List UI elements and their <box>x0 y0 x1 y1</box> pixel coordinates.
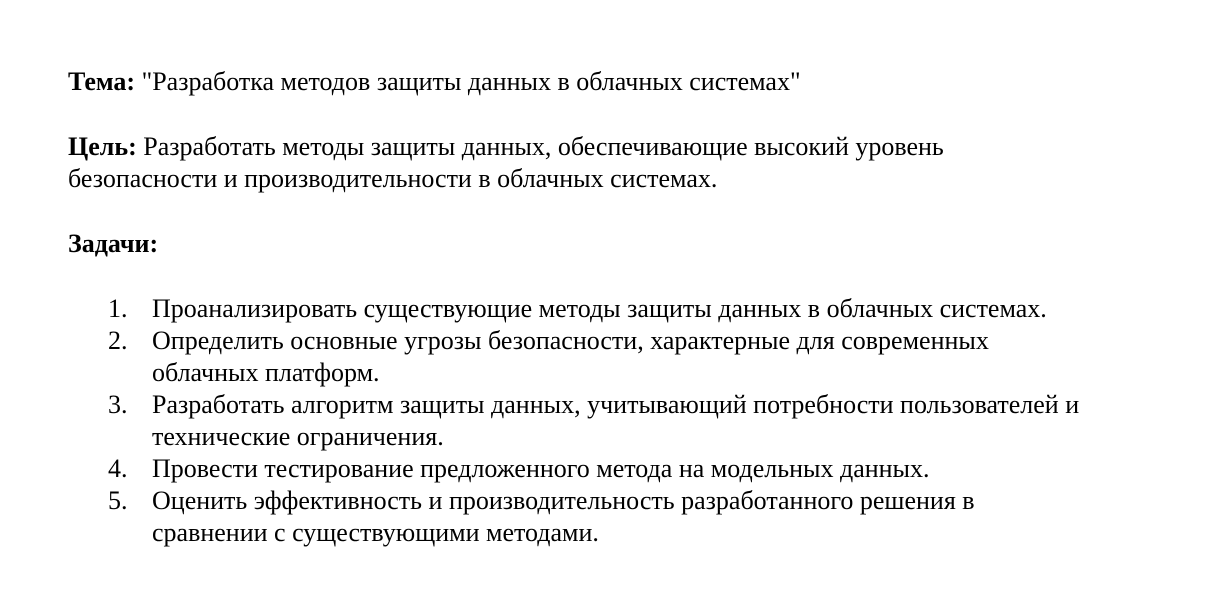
topic-label: Тема: <box>68 67 136 96</box>
list-item <box>68 325 1072 389</box>
list-item <box>68 485 1052 549</box>
topic-text: "Разработка методов защиты данных в облачных системах" <box>141 67 801 96</box>
list-item-text: Провести тестирование предложенного метода на модельных данных. <box>152 454 930 483</box>
list-item-number: 5. <box>108 486 128 515</box>
list-item-number: 1. <box>108 294 128 323</box>
list-item-text: Разработать алгоритм защиты данных, учитывающий потребности пользователей и технические ограничения. <box>152 390 1080 451</box>
list-item-text: Определить основные угрозы безопасности, характерные для современных облачных платформ. <box>152 326 989 387</box>
goal-paragraph <box>68 131 1028 195</box>
list-item <box>68 453 1162 485</box>
list-item <box>68 293 1162 325</box>
goal-text: Разработать методы защиты данных, обеспечивающие высокий уровень безопасности и производительности в облачных системах. <box>68 132 944 193</box>
topic-paragraph <box>68 66 1178 98</box>
goal-label: Цель: <box>68 132 137 161</box>
list-item-text: Оценить эффективность и производительность разработанного решения в сравнении с существующими методами. <box>152 486 975 547</box>
list-item-text: Проанализировать существующие методы защиты данных в облачных системах. <box>152 294 1047 323</box>
tasks-heading: Задачи: <box>68 229 159 258</box>
list-item-number: 3. <box>108 390 128 419</box>
list-item <box>68 389 1162 453</box>
document-body <box>68 66 1178 549</box>
tasks-list <box>68 293 1178 549</box>
list-item-number: 2. <box>108 326 128 355</box>
list-item-number: 4. <box>108 454 128 483</box>
